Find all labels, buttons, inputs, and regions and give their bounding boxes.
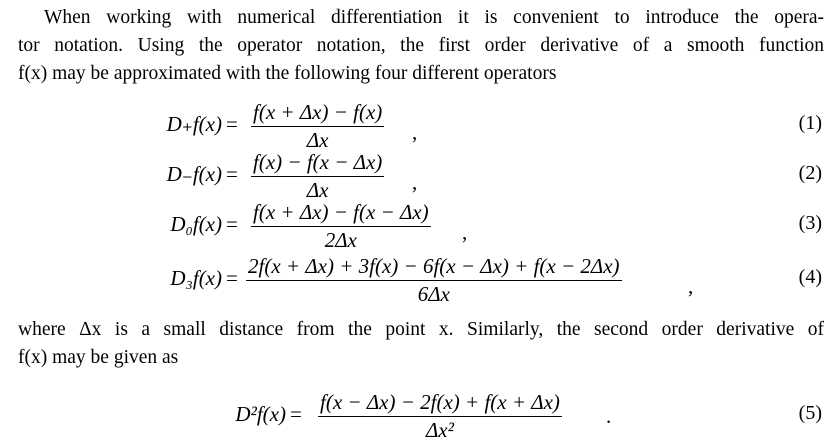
equation-5-number: (5) [798,402,822,424]
equation-3-numerator: f(x + Δx) − f(x − Δx) [251,200,431,227]
equation-2-number: (2) [798,162,822,184]
equation-2-denominator: Δx [306,178,329,202]
equation-3-fraction [251,200,431,253]
equation-2-fraction [251,150,384,203]
equation-1-equals: = [226,112,238,136]
equation-3 [0,200,838,252]
equation-5 [0,390,838,442]
equation-4-number: (4) [798,266,822,288]
equation-1 [0,100,838,152]
equation-3-punct: , [462,220,468,244]
equation-5-lhs: D²f(x) [235,402,286,426]
equation-4 [0,254,838,306]
equation-5-punct: . [606,404,612,428]
equation-2-equals: = [226,162,238,186]
intro-line-2: tor notation. Using the operator notation, the first order derivative of a smooth function [18,35,824,56]
equation-4-punct: , [688,274,694,298]
equation-1-fraction [251,100,384,153]
intro-line-1: When working with numerical differentiation it is convenient to introduce the opera- [44,7,824,28]
equation-5-fraction [318,390,562,443]
equation-2 [0,150,838,202]
equation-4-lhs: D₃f(x) [170,266,222,290]
equation-2-punct: , [412,170,418,194]
intro-line-3: f(x) may be approximated with the following four different operators [18,63,557,84]
middle-line-1: where Δx is a small distance from the point x. Similarly, the second order derivative of [18,319,824,340]
equation-2-numerator: f(x) − f(x − Δx) [251,150,384,177]
equation-4-equals: = [226,266,238,290]
equation-1-punct: , [412,120,418,144]
equation-2-lhs: D₋f(x) [166,162,222,186]
equation-5-numerator: f(x − Δx) − 2f(x) + f(x + Δx) [318,390,562,417]
intro-paragraph [18,4,824,88]
equation-3-number: (3) [798,212,822,234]
middle-paragraph [18,316,824,372]
equation-3-denominator: 2Δx [324,228,357,252]
equation-1-number: (1) [798,112,822,134]
equation-1-denominator: Δx [306,128,329,152]
equation-3-lhs: D₀f(x) [170,212,222,236]
equation-4-fraction [246,254,622,307]
equation-5-equals: = [290,402,302,426]
equation-4-numerator: 2f(x + Δx) + 3f(x) − 6f(x − Δx) + f(x − 2Δx) [246,254,622,281]
equation-1-numerator: f(x + Δx) − f(x) [251,100,384,127]
equation-4-denominator: 6Δx [417,282,450,306]
middle-line-2: f(x) may be given as [18,347,179,368]
equation-5-denominator: Δx² [425,418,454,442]
equation-1-lhs: D₊f(x) [166,112,222,136]
equation-3-equals: = [226,212,238,236]
